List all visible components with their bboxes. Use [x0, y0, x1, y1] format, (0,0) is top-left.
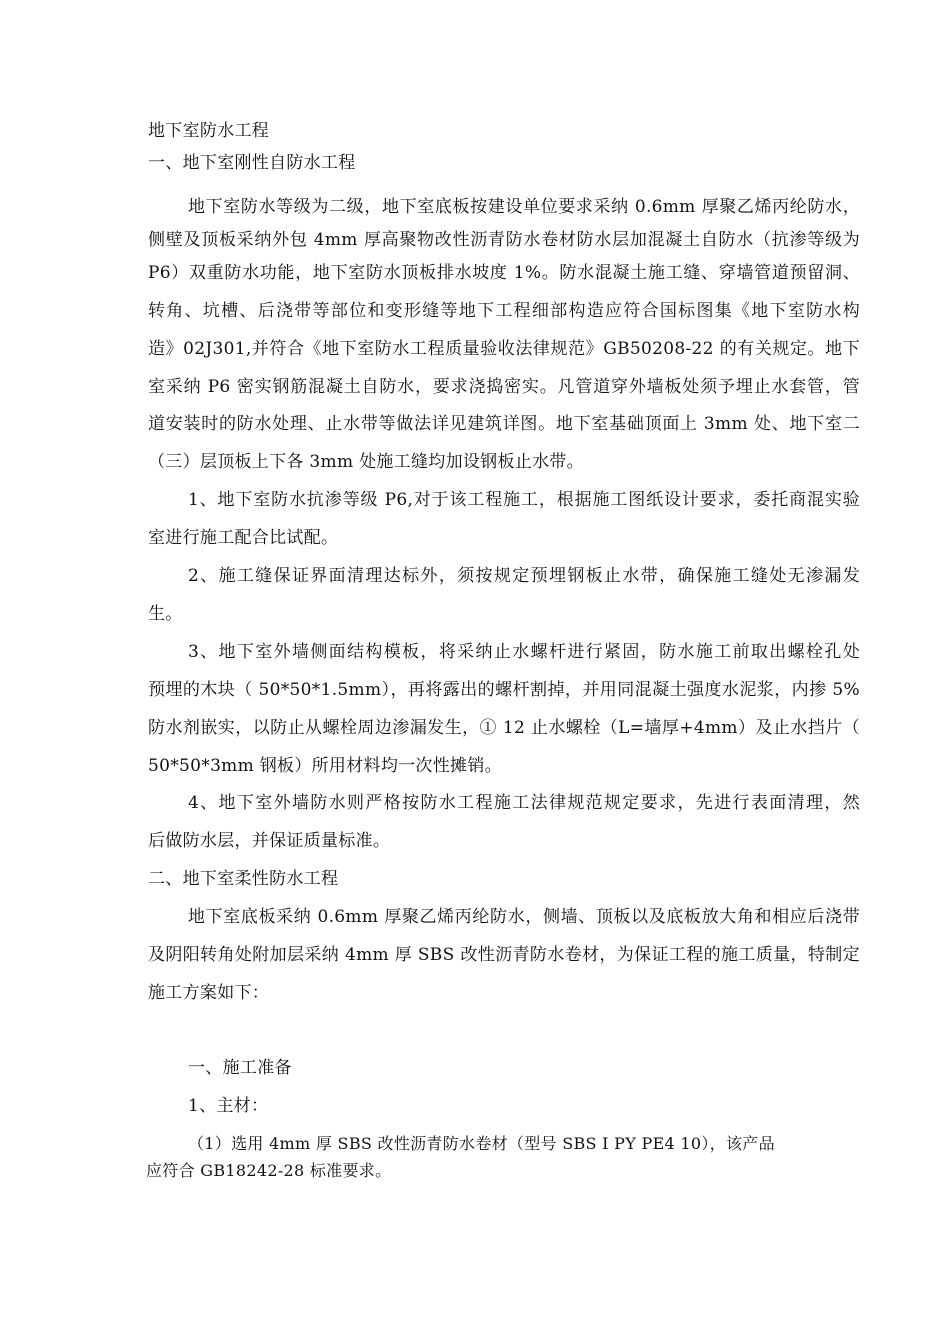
- paragraph-line: 转角、坑槽、后浇带等部位和变形缝等地下工程细部构造应符合国标图集《地下室防水构: [148, 301, 860, 321]
- list-item-3-line: 50*50*3mm 钢板）所用材料均一次性摊销。: [148, 756, 502, 776]
- list-item-1-line: 1、地下室防水抗渗等级 P6,对于该工程施工，根据施工图纸设计要求，委托商混实验: [188, 490, 860, 510]
- material-item-line: （1）选用 4mm 厚 SBS 改性沥青防水卷材（型号 SBS Ⅰ PY PE4 10），该产品: [188, 1134, 775, 1153]
- subsection-heading-main-material: 1、主材：: [188, 1096, 269, 1116]
- list-item-4-line: 后做防水层，并保证质量标准。: [148, 831, 391, 851]
- list-item-2-line: 2、施工缝保证界面清理达标外，须按规定预埋钢板止水带，确保施工缝处无渗漏发: [188, 566, 860, 586]
- document-title: 地下室防水工程: [148, 121, 270, 141]
- list-item-2-line: 生。: [148, 604, 183, 624]
- section-heading-rigid: 一、地下室刚性自防水工程: [148, 153, 356, 173]
- paragraph-line: 造》02J301,并符合《地下室防水工程质量验收法律规范》GB50208-22 的有关规定。地下: [148, 339, 860, 359]
- list-item-3-line: 3、地下室外墙侧面结构模板，将采纳止水螺杆进行紧固，防水施工前取出螺栓孔处: [188, 642, 860, 662]
- paragraph-line: 及阴阳转角处附加层采纳 4mm 厚 SBS 改性沥青防水卷材，为保证工程的施工质量，特制定: [148, 945, 860, 965]
- list-item-3-line: 防水剂嵌实，以防止从螺栓周边渗漏发生，① 12 止水螺栓（L=墙厚+4mm）及止水挡片（: [148, 718, 860, 738]
- paragraph-line: 地下室防水等级为二级，地下室底板按建设单位要求采纳 0.6mm 厚聚乙烯丙纶防水，: [188, 197, 860, 217]
- list-item-3-line: 预埋的木块（ 50*50*1.5mm），再将露出的螺杆割掉，并用同混凝土强度水泥浆，内掺 5%: [148, 680, 860, 700]
- list-item-1-line: 室进行施工配合比试配。: [148, 528, 339, 548]
- material-item-line: 应符合 GB18242-28 标准要求。: [146, 1161, 392, 1180]
- list-item-4-line: 4、地下室外墙防水则严格按防水工程施工法律规范规定要求，先进行表面清理，然: [188, 793, 860, 813]
- paragraph-line: 室采纳 P6 密实钢筋混凝土自防水，要求浇捣密实。凡管道穿外墙板处须予埋止水套管，管: [148, 377, 860, 397]
- paragraph-line: 侧壁及顶板采纳外包 4mm 厚高聚物改性沥青防水卷材防水层加混凝土自防水（抗渗等级为: [148, 230, 860, 250]
- paragraph-line: （三）层顶板上下各 3mm 处施工缝均加设钢板止水带。: [148, 452, 584, 472]
- section-heading-flexible: 二、地下室柔性防水工程: [148, 869, 339, 889]
- paragraph-line: 施工方案如下：: [148, 983, 270, 1003]
- paragraph-line: 道安装时的防水处理、止水带等做法详见建筑详图。地下室基础顶面上 3mm 处、地下室二: [148, 414, 860, 434]
- paragraph-line: P6）双重防水功能，地下室防水顶板排水坡度 1%。防水混凝土施工缝、穿墙管道预留洞、: [148, 263, 860, 283]
- subsection-heading-prep: 一、施工准备: [188, 1058, 292, 1078]
- paragraph-line: 地下室底板采纳 0.6mm 厚聚乙烯丙纶防水，侧墙、顶板以及底板放大角和相应后浇带: [188, 907, 860, 927]
